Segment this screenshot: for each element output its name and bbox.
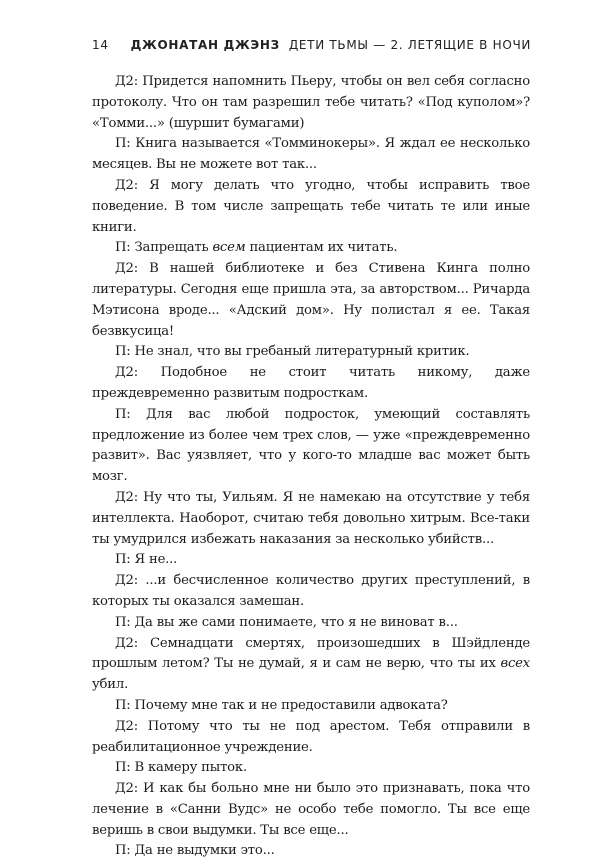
paragraph-text: П: Для вас любой подросток, умеющий составлять предложение из более чем трех слов, — уже «преждевременно развит». Вас уязвляет, что у кого-то младше вас может быть мозг.	[92, 406, 530, 485]
paragraph-text: Д2: Придется напомнить Пьеру, чтобы он вел себя согласно протоколу. Что он там разрешил тебе читать? «Под куполом»? «Томми...» (шуршит бумагами)	[92, 74, 530, 131]
dialogue-paragraph	[92, 758, 530, 779]
paragraph-text: Д2: Потому что ты не под арестом. Тебя отправили в реабилитационное учреждение.	[92, 718, 530, 755]
paragraph-text: убил.	[92, 677, 129, 693]
dialogue-paragraph	[92, 134, 530, 176]
paragraph-text: Д2: Семнадцати смертях, произошедших в Шэйдленде прошлым летом? Ты не думай, я и сам не верю, что ты их	[92, 635, 530, 672]
paragraph-text: П: Почему мне так и не предоставили адвоката?	[115, 697, 448, 713]
dialogue-paragraph	[92, 72, 530, 134]
dialogue-paragraph	[92, 342, 530, 363]
paragraph-text: П: Книга называется «Томминокеры». Я ждал ее несколько месяцев. Вы не можете вот так...	[92, 136, 530, 173]
paragraph-text: Д2: И как бы больно мне ни было это признавать, пока что лечение в «Санни Вудс» не особо тебе помогло. Ты все еще веришь в свои выдумки. Ты все еще...	[92, 781, 530, 838]
dialogue-paragraph	[92, 571, 530, 613]
dialogue-paragraph	[92, 717, 530, 759]
paragraph-text: Д2: Подобное не стоит читать никому, даже преждевременно развитым подросткам.	[92, 365, 530, 401]
dialogue-paragraph	[92, 696, 530, 717]
dialogue-paragraph	[92, 259, 530, 342]
paragraph-text: П: Да вы же сами понимаете, что я не виноват в...	[115, 614, 458, 630]
running-head-author: ДЖОНАТАН ДЖЭНЗ	[130, 38, 280, 52]
paragraph-text: Д2: Я могу делать что угодно, чтобы исправить твое поведение. В том числе запрещать тебе читать те или иные книги.	[92, 177, 530, 235]
dialogue-paragraph	[92, 779, 530, 841]
dialogue-paragraph	[92, 613, 530, 634]
running-head	[92, 38, 531, 52]
running-head-title: ДЕТИ ТЬМЫ — 2. ЛЕТЯЩИЕ В НОЧИ	[288, 38, 532, 52]
dialogue-paragraph	[92, 550, 530, 571]
paragraph-text: П: Я не...	[115, 552, 178, 568]
paragraph-text: Д2: ...и бесчисленное количество других преступлений, в которых ты оказался замешан.	[92, 573, 530, 609]
paragraph-text: П: Не знал, что вы гребаный литературный критик.	[115, 344, 470, 360]
page-number: 14	[92, 38, 109, 52]
paragraph-text: Д2: Ну что ты, Уильям. Я не намекаю на отсутствие у тебя интеллекта. Наоборот, считаю тебя довольно хитрым. Все-таки ты умудрился избежать наказания за несколько убийств...	[92, 489, 530, 547]
dialogue-paragraph	[92, 176, 530, 238]
dialogue-paragraph	[92, 238, 530, 259]
dialogue-paragraph	[92, 405, 530, 488]
emphasis-text: всех	[500, 656, 530, 672]
paragraph-text: П: В камеру пыток.	[115, 760, 247, 776]
emphasis-text: всем	[212, 240, 246, 256]
dialogue-paragraph	[92, 363, 530, 405]
body-text	[92, 72, 530, 862]
paragraph-text: пациентам их читать.	[245, 240, 398, 256]
dialogue-paragraph	[92, 634, 530, 696]
paragraph-text: Д2: В нашей библиотеке и без Стивена Кинга полно литературы. Сегодня еще пришла эта, за авторством... Ричарда Мэтисона вроде... «Адский дом». Ну полистал я ее. Такая безвкусица!	[92, 261, 530, 339]
paragraph-text: П: Запрещать	[115, 240, 213, 256]
paragraph-text: П: Да не выдумки это...	[115, 843, 275, 859]
dialogue-paragraph	[92, 488, 530, 550]
dialogue-paragraph	[92, 841, 530, 862]
